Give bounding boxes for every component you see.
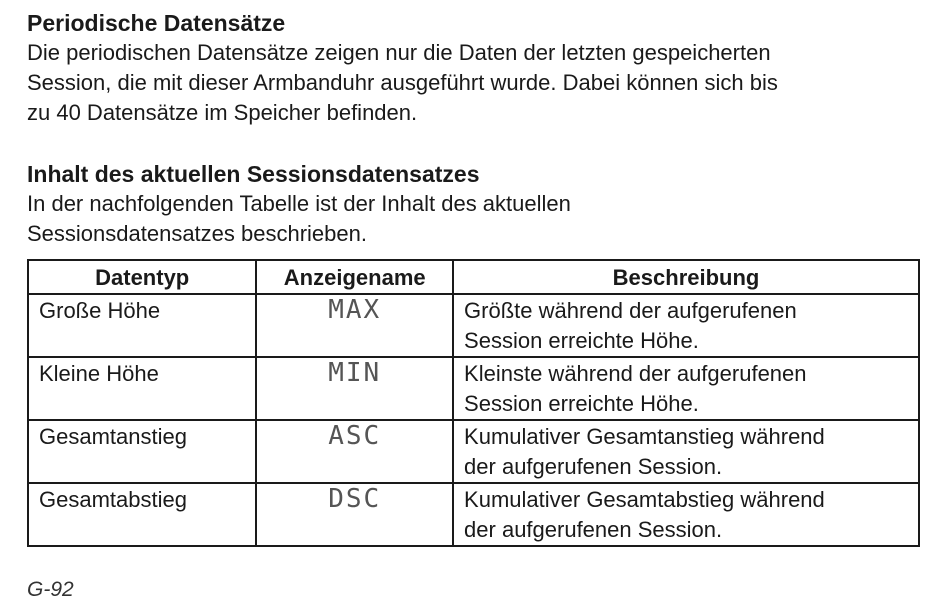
- description-line: Session erreichte Höhe.: [464, 391, 699, 416]
- data-table: [27, 259, 920, 547]
- paragraph-line: Session, die mit dieser Armbanduhr ausgeführt wurde. Dabei können sich bis: [27, 70, 778, 95]
- document-page: [27, 8, 922, 547]
- page-number: G-92: [27, 578, 74, 601]
- description-line: Kleinste während der aufgerufenen: [464, 361, 807, 386]
- section-heading: Periodische Datensätze: [27, 10, 286, 36]
- cell-display-name: MAX: [256, 294, 453, 357]
- data-table-container: [27, 259, 922, 547]
- cell-description: [453, 294, 919, 357]
- description-line: der aufgerufenen Session.: [464, 517, 723, 542]
- cell-display-name: ASC: [256, 420, 453, 483]
- paragraph-line: In der nachfolgenden Tabelle ist der Inhalt des aktuellen: [27, 191, 571, 216]
- cell-display-name: DSC: [256, 483, 453, 546]
- table-row: [28, 357, 919, 420]
- paragraph-line: Die periodischen Datensätze zeigen nur die Daten der letzten gespeicherten: [27, 40, 771, 65]
- description-line: Kumulativer Gesamtabstieg während: [464, 487, 825, 512]
- section-paragraph: [27, 189, 922, 249]
- column-header-display-name: Anzeigename: [256, 260, 453, 294]
- cell-display-name: MIN: [256, 357, 453, 420]
- cell-description: [453, 483, 919, 546]
- cell-datatype: Große Höhe: [28, 294, 256, 357]
- column-header-description: Beschreibung: [453, 260, 919, 294]
- cell-datatype: Gesamtanstieg: [28, 420, 256, 483]
- table-header-row: [28, 260, 919, 294]
- section-paragraph: [27, 38, 922, 128]
- description-line: Größte während der aufgerufenen: [464, 298, 797, 323]
- section-session-record-content: [27, 159, 922, 249]
- description-line: der aufgerufenen Session.: [464, 454, 723, 479]
- column-header-datatype: Datentyp: [28, 260, 256, 294]
- table-row: [28, 483, 919, 546]
- table-row: [28, 294, 919, 357]
- cell-description: [453, 357, 919, 420]
- paragraph-line: Sessionsdatensatzes beschrieben.: [27, 221, 367, 246]
- cell-datatype: Kleine Höhe: [28, 357, 256, 420]
- cell-description: [453, 420, 919, 483]
- section-periodic-records: [27, 8, 922, 128]
- cell-datatype: Gesamtabstieg: [28, 483, 256, 546]
- section-heading: Inhalt des aktuellen Sessionsdatensatzes: [27, 161, 480, 187]
- description-line: Kumulativer Gesamtanstieg während: [464, 424, 825, 449]
- description-line: Session erreichte Höhe.: [464, 328, 699, 353]
- paragraph-line: zu 40 Datensätze im Speicher befinden.: [27, 100, 418, 125]
- table-row: [28, 420, 919, 483]
